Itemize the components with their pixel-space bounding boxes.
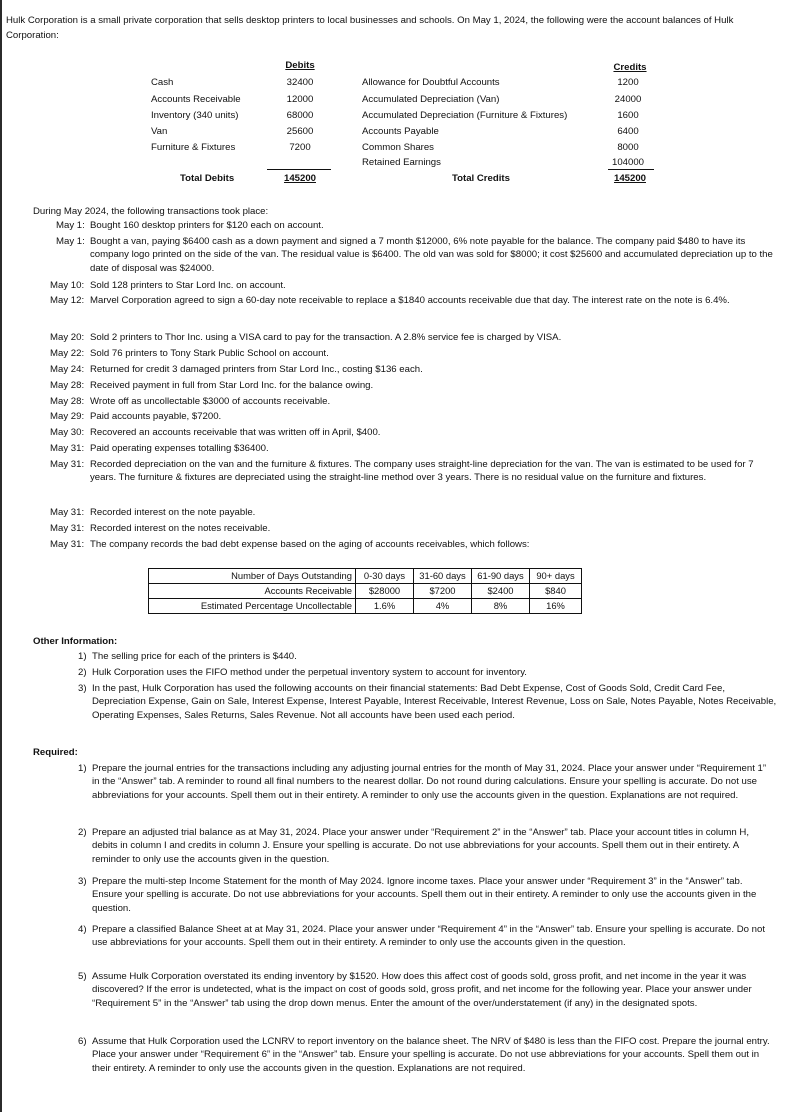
credit-amount: 104000 bbox=[611, 157, 644, 168]
credit-amount: 6400 bbox=[617, 126, 639, 137]
item-number: 2) bbox=[78, 827, 87, 838]
credit-account: Allowance for Doubtful Accounts bbox=[362, 77, 500, 88]
transaction-date: May 31: bbox=[50, 507, 85, 518]
aging-schedule-table bbox=[148, 568, 582, 614]
aging-ar-value: $7200 bbox=[414, 584, 472, 599]
transaction-date: May 10: bbox=[50, 280, 85, 291]
credit-amount: 1600 bbox=[617, 110, 639, 121]
item-text: The selling price for each of the printers is $440. bbox=[92, 651, 297, 662]
transaction-date: May 20: bbox=[50, 332, 85, 343]
transaction-text: Bought a van, paying $6400 cash as a down payment and signed a 7 month $12000, 6% note payable for the balance. The company paid $480 to have its company logo printed on the side of the van. The residual value is $6400. The old van was sold for $8000; it cost $25600 and accumulated depreciation up to the date of disposal was $24000. bbox=[90, 236, 773, 274]
item-number: 6) bbox=[78, 1036, 87, 1047]
transaction-text: Recorded interest on the note payable. bbox=[90, 507, 256, 518]
transaction-text: Sold 128 printers to Star Lord Inc. on account. bbox=[90, 280, 286, 291]
transaction-date: May 30: bbox=[50, 427, 85, 438]
item-text: Prepare the journal entries for the transactions including any adjusting journal entries for the month of May 31, 2024. Place your answer under “Requirement 1” in the “Answer” tab. A reminder to round all final numbers to the nearest dollar. Do not round during calculations. Ensure your spelling is accurate. Do not use abbreviations for your accounts. Spell them out in their entirety. A reminder to only use the accounts given in the question. Explanations are not required. bbox=[92, 763, 767, 801]
aging-pct-value: 8% bbox=[472, 599, 530, 614]
aging-pct-value: 4% bbox=[414, 599, 472, 614]
transaction-text: Recorded interest on the notes receivable. bbox=[90, 523, 271, 534]
aging-column-header: 90+ days bbox=[530, 569, 582, 584]
other-info-heading: Other Information: bbox=[33, 636, 118, 647]
debit-account: Van bbox=[151, 126, 168, 137]
page-left-border bbox=[0, 0, 2, 1112]
credit-total-rule bbox=[608, 169, 654, 170]
item-text: Hulk Corporation uses the FIFO method under the perpetual inventory system to account for inventory. bbox=[92, 667, 527, 678]
transaction-text: Sold 76 printers to Tony Stark Public School on account. bbox=[90, 348, 329, 359]
transaction-text: Paid operating expenses totalling $36400. bbox=[90, 443, 269, 454]
item-number: 1) bbox=[78, 763, 87, 774]
item-text: Assume that Hulk Corporation used the LCNRV to report inventory on the balance sheet. The NRV of $480 is less than the FIFO cost. Prepare the journal entry. Place your answer under “Requirement 6” in the “Answer” tab. Ensure your spelling is accurate. Do not use abbreviations for your accounts. Spell them out in their entirety. A reminder to only use the accounts given in the question. Explanations are not required. bbox=[92, 1036, 770, 1074]
debit-account: Furniture & Fixtures bbox=[151, 142, 236, 153]
intro-paragraph: Hulk Corporation is a small private corporation that sells desktop printers to local businesses and schools. On May 1, 2024, the following were the account balances of Hulk Corporation: bbox=[6, 15, 734, 41]
transaction-text: Recovered an accounts receivable that was written off in April, $400. bbox=[90, 427, 381, 438]
credit-account: Accumulated Depreciation (Van) bbox=[362, 94, 500, 105]
transaction-text: Paid accounts payable, $7200. bbox=[90, 411, 222, 422]
transaction-date: May 29: bbox=[50, 411, 85, 422]
required-heading: Required: bbox=[33, 747, 78, 758]
total-debits-label: Total Debits bbox=[180, 173, 235, 184]
transaction-date: May 1: bbox=[56, 220, 85, 231]
aging-column-header: 0-30 days bbox=[356, 569, 414, 584]
aging-ar-value: $28000 bbox=[356, 584, 414, 599]
item-number: 3) bbox=[78, 876, 87, 887]
debit-account: Inventory (340 units) bbox=[151, 110, 239, 121]
transaction-text: The company records the bad debt expense based on the aging of accounts receivables, which follows: bbox=[90, 539, 530, 550]
credit-account: Accounts Payable bbox=[362, 126, 439, 137]
item-number: 4) bbox=[78, 924, 87, 935]
debit-account: Accounts Receivable bbox=[151, 94, 241, 105]
transaction-text: Wrote off as uncollectable $3000 of accounts receivable. bbox=[90, 396, 331, 407]
aging-column-header: 31-60 days bbox=[414, 569, 472, 584]
item-text: Prepare an adjusted trial balance as at May 31, 2024. Place your answer under “Requirement 2” in the “Answer” tab. Place your account titles in column H, debits in column I and credits in column J. Ensure your spelling is accurate. Do not use abbreviations for your accounts. Spell them out in their entirety. A reminder to only use the accounts given in the question. bbox=[92, 827, 749, 865]
aging-header-label: Number of Days Outstanding bbox=[149, 569, 356, 584]
debit-amount: 32400 bbox=[286, 77, 314, 88]
item-number: 2) bbox=[78, 667, 87, 678]
transaction-text: Marvel Corporation agreed to sign a 60-day note receivable to replace a $1840 accounts receivable due that day. The interest rate on the note is 6.4%. bbox=[90, 295, 730, 306]
item-text: In the past, Hulk Corporation has used the following accounts on their financial statements: Bad Debt Expense, Cost of Goods Sold, Credit Card Fee, Depreciation Expense, Gain on Sale, Interest Expense, Interest Payable, Interest Receivable, Interest Revenue, Loss on Sale, Notes Payable, Notes Receivable, Operating Expenses, Sales Returns, Sales Revenue. Not all accounts have been used each period. bbox=[92, 683, 777, 721]
total-credits-amount: 145200 bbox=[613, 173, 646, 184]
total-credits-label: Total Credits bbox=[452, 173, 510, 184]
transactions-intro: During May 2024, the following transactions took place: bbox=[33, 206, 269, 217]
debit-amount: 7200 bbox=[289, 142, 311, 153]
transaction-date: May 31: bbox=[50, 443, 85, 454]
table-row bbox=[149, 584, 582, 599]
transaction-text: Sold 2 printers to Thor Inc. using a VISA card to pay for the transaction. A 2.8% service fee is charged by VISA. bbox=[90, 332, 562, 343]
transaction-text: Bought 160 desktop printers for $120 each on account. bbox=[90, 220, 324, 231]
transaction-date: May 31: bbox=[50, 459, 85, 470]
debits-header: Debits bbox=[285, 60, 315, 71]
aging-pct-value: 16% bbox=[530, 599, 582, 614]
credit-account: Common Shares bbox=[362, 142, 434, 153]
transaction-date: May 31: bbox=[50, 523, 85, 534]
aging-column-header: 61-90 days bbox=[472, 569, 530, 584]
debit-amount: 25600 bbox=[286, 126, 314, 137]
aging-ar-value: $2400 bbox=[472, 584, 530, 599]
transaction-text: Recorded depreciation on the van and the furniture & fixtures. The company uses straight-line depreciation for the van. The van is estimated to be used for 7 years. The furniture & fixtures are depreciated using the straight-line method over 3 years. There is no residual value on the furniture and fixtures. bbox=[90, 459, 754, 484]
credit-account: Accumulated Depreciation (Furniture & Fixtures) bbox=[362, 110, 568, 121]
credits-header: Credits bbox=[613, 62, 647, 73]
item-text: Assume Hulk Corporation overstated its ending inventory by $1520. How does this affect cost of goods sold, gross profit, and net income in the year it was discovered? If the error is undetected, what is the impact on cost of goods sold, gross profit, and net income for the following year. Place your answer under “Requirement 5” in the “Answer” tab using the drop down menus. Enter the amount of the over/understatement (if any) in the designated spots. bbox=[92, 971, 752, 1009]
credit-amount: 8000 bbox=[617, 142, 639, 153]
item-number: 1) bbox=[78, 651, 87, 662]
debit-total-rule bbox=[267, 169, 331, 170]
transaction-date: May 22: bbox=[50, 348, 85, 359]
transaction-date: May 12: bbox=[50, 295, 85, 306]
credit-amount: 24000 bbox=[614, 94, 642, 105]
transaction-text: Received payment in full from Star Lord Inc. for the balance owing. bbox=[90, 380, 374, 391]
transaction-text: Returned for credit 3 damaged printers from Star Lord Inc., costing $136 each. bbox=[90, 364, 423, 375]
total-debits-amount: 145200 bbox=[283, 173, 316, 184]
credit-account: Retained Earnings bbox=[362, 157, 441, 168]
item-number: 5) bbox=[78, 971, 87, 982]
item-text: Prepare the multi-step Income Statement for the month of May 2024. Ignore income taxes. Place your answer under “Requirement 3” in the “Answer” tab. Ensure your spelling is accurate. Do not use abbreviations for your accounts. Spell them out in their entirety. A reminder to only use the accounts given in the question. bbox=[92, 876, 757, 914]
transaction-date: May 28: bbox=[50, 380, 85, 391]
aging-ar-value: $840 bbox=[530, 584, 582, 599]
transaction-date: May 31: bbox=[50, 539, 85, 550]
item-number: 3) bbox=[78, 683, 87, 694]
debit-amount: 12000 bbox=[286, 94, 314, 105]
debit-account: Cash bbox=[151, 77, 174, 88]
transaction-date: May 24: bbox=[50, 364, 85, 375]
aging-pct-value: 1.6% bbox=[356, 599, 414, 614]
aging-pct-label: Estimated Percentage Uncollectable bbox=[149, 599, 356, 614]
table-row bbox=[149, 569, 582, 584]
transaction-date: May 28: bbox=[50, 396, 85, 407]
aging-ar-label: Accounts Receivable bbox=[149, 584, 356, 599]
debit-amount: 68000 bbox=[286, 110, 314, 121]
credit-amount: 1200 bbox=[617, 77, 639, 88]
item-text: Prepare a classified Balance Sheet at at May 31, 2024. Place your answer under “Requirement 4” in the “Answer” tab. Ensure your spelling is accurate. Do not use abbreviations for your accounts. Spell them out in their entirety. A reminder to only use the accounts given in the question. bbox=[92, 924, 765, 949]
transaction-date: May 1: bbox=[56, 236, 85, 247]
table-row bbox=[149, 599, 582, 614]
